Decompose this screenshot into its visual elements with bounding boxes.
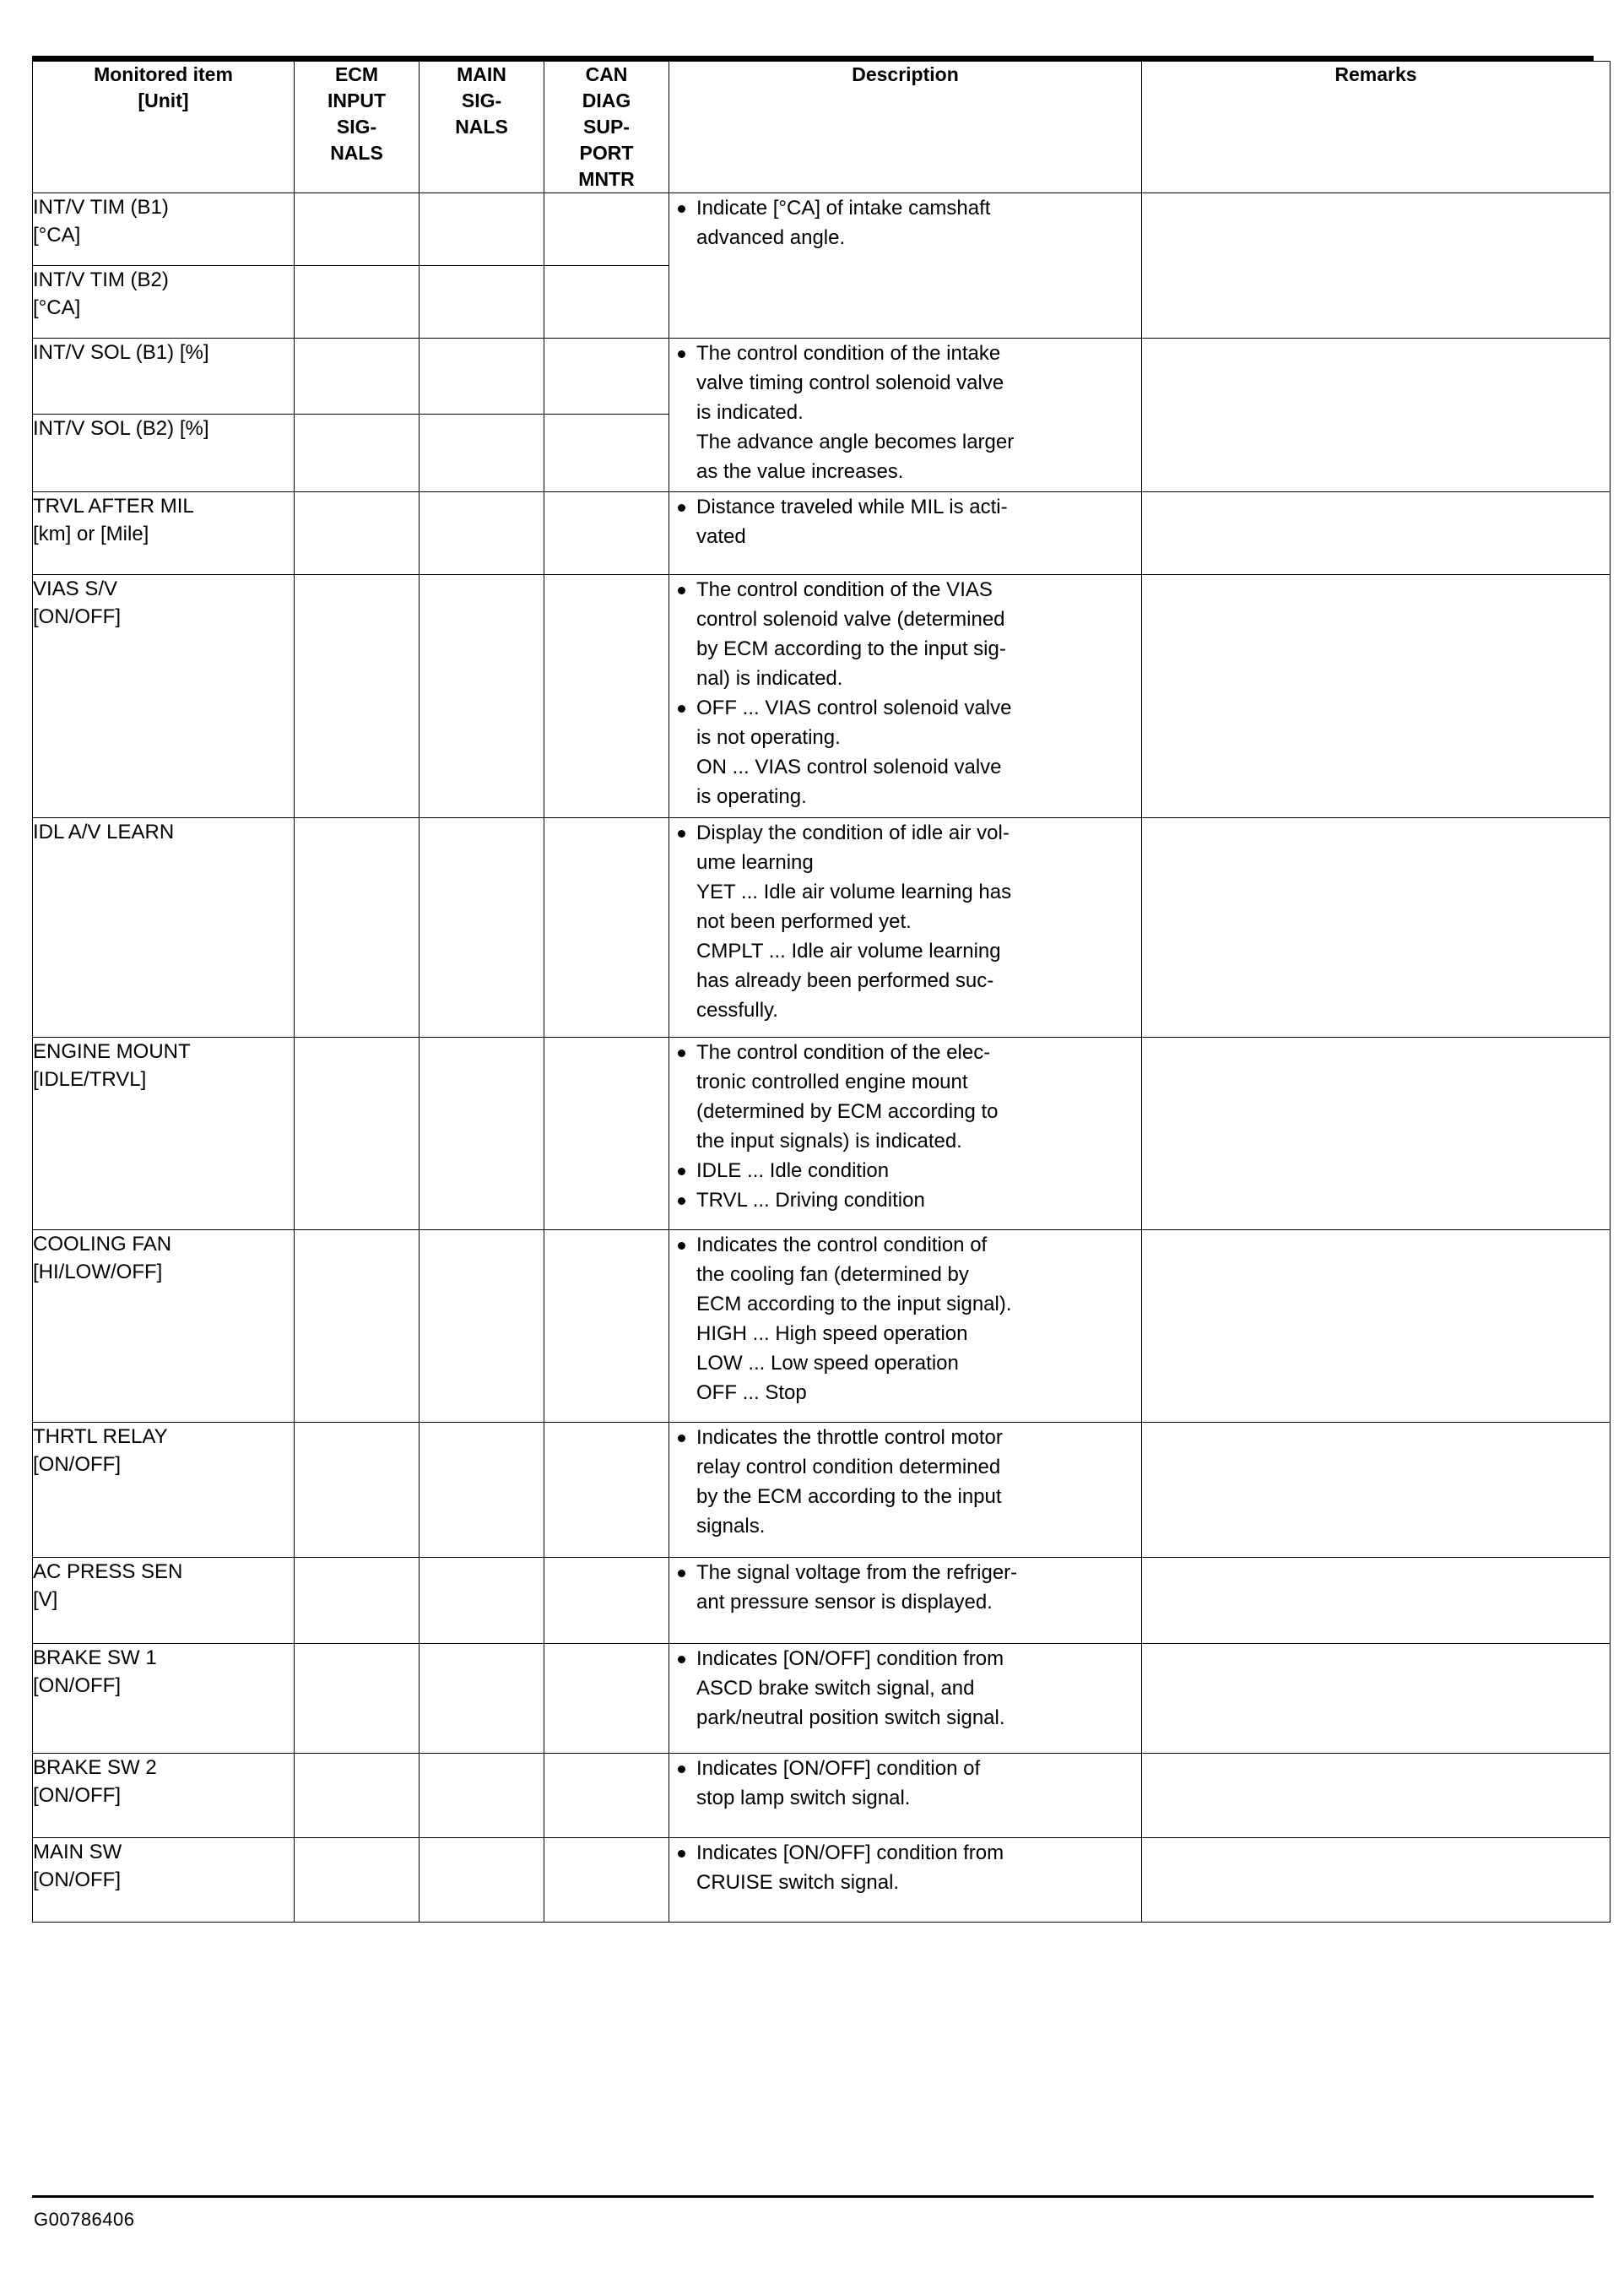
table-row (33, 1838, 1610, 1923)
remarks-cell (1142, 1838, 1610, 1923)
ecm-input-signals-cell (295, 266, 420, 339)
description-continuation-line: signals. (696, 1515, 766, 1538)
header-can-line3: SUP- (583, 116, 630, 138)
ecm-input-signals-cell (295, 1038, 420, 1230)
main-signals-cell (420, 1754, 544, 1838)
header-monitored-item-line1: Monitored item (94, 63, 233, 85)
description-continuation-line: the input signals) is indicated. (696, 1130, 962, 1153)
monitored-item-line1: BRAKE SW 2 (33, 1756, 157, 1779)
main-signals-cell (420, 1038, 544, 1230)
monitored-item-line1: COOLING FAN (33, 1233, 172, 1256)
description-bullet-line: The control condition of the elec- (669, 1038, 1141, 1067)
description-bullet-line: Indicate [°CA] of intake camshaft (669, 193, 1141, 223)
header-can-line5: MNTR (578, 168, 635, 190)
description-cell (669, 575, 1142, 818)
ecm-input-signals-cell (295, 1558, 420, 1644)
monitored-item-line2: [°CA] (33, 296, 81, 319)
monitored-item-line2: [ON/OFF] (33, 1453, 121, 1476)
main-signals-cell (420, 1558, 544, 1644)
main-signals-cell (420, 1838, 544, 1923)
ecm-input-signals-cell (295, 193, 420, 266)
table-row (33, 193, 1610, 266)
remarks-cell (1142, 1423, 1610, 1558)
monitored-item-line1: INT/V TIM (B2) (33, 268, 169, 291)
can-diag-support-cell (544, 818, 669, 1038)
description-bullet-line: TRVL ... Driving condition (669, 1185, 1141, 1215)
monitored-item-line1: VIAS S/V (33, 578, 118, 600)
remarks-cell (1142, 339, 1610, 492)
table-row (33, 1558, 1610, 1644)
table-header-row (33, 62, 1610, 193)
monitored-item-cell (33, 1230, 295, 1423)
description-continuation-line: HIGH ... High speed operation (696, 1322, 968, 1345)
remarks-cell (1142, 1644, 1610, 1754)
description-list (669, 1230, 1141, 1407)
description-cell (669, 1838, 1142, 1923)
bottom-rule (32, 2195, 1594, 2198)
description-continuation-line: as the value increases. (696, 460, 904, 483)
ecm-input-signals-cell (295, 1423, 420, 1558)
description-list (669, 1644, 1141, 1733)
table-row (33, 1230, 1610, 1423)
monitored-item-line2: [km] or [Mile] (33, 523, 149, 545)
description-continuation-line: park/neutral position switch signal. (696, 1706, 1005, 1729)
remarks-cell (1142, 492, 1610, 575)
monitored-item-line1: BRAKE SW 1 (33, 1646, 157, 1669)
monitored-item-line2: [HI/LOW/OFF] (33, 1261, 163, 1283)
description-continuation-line: is indicated. (696, 401, 804, 424)
monitored-item-cell (33, 415, 295, 492)
ecm-input-signals-cell (295, 1754, 420, 1838)
header-can-diag-support-mntr (544, 62, 669, 193)
header-can-line4: PORT (579, 142, 634, 164)
description-continuation-line: is operating. (696, 785, 807, 808)
description-list (669, 193, 1141, 252)
monitored-item-line1: INT/V TIM (B1) (33, 196, 169, 219)
description-list (669, 339, 1141, 486)
description-bullet-line: IDLE ... Idle condition (669, 1156, 1141, 1185)
monitored-item-line1: MAIN SW (33, 1841, 122, 1863)
monitored-item-cell (33, 1038, 295, 1230)
description-continuation-line: (determined by ECM according to (696, 1100, 999, 1123)
description-bullet-line: The control condition of the intake (669, 339, 1141, 368)
monitored-item-cell (33, 818, 295, 1038)
header-monitored-item (33, 62, 295, 193)
description-bullet-line: OFF ... VIAS control solenoid valve (669, 693, 1141, 723)
header-ecm-line4: NALS (330, 142, 383, 164)
header-main-line3: NALS (455, 116, 508, 138)
ecm-input-signals-cell (295, 339, 420, 415)
can-diag-support-cell (544, 1838, 669, 1923)
table-body (33, 193, 1610, 1923)
description-cell (669, 1754, 1142, 1838)
description-bullet-line: Indicates [ON/OFF] condition from (669, 1644, 1141, 1673)
description-continuation-line: ECM according to the input signal). (696, 1293, 1012, 1315)
description-list (669, 1558, 1141, 1617)
can-diag-support-cell (544, 266, 669, 339)
ecm-input-signals-cell (295, 1644, 420, 1754)
description-cell (669, 1423, 1142, 1558)
main-signals-cell (420, 1230, 544, 1423)
can-diag-support-cell (544, 415, 669, 492)
header-description: Description (669, 62, 1142, 193)
description-continuation-line: OFF ... Stop (696, 1381, 807, 1404)
description-cell (669, 339, 1142, 492)
monitored-item-line1: INT/V SOL (B1) [%] (33, 341, 209, 364)
description-cell (669, 1644, 1142, 1754)
table-row (33, 492, 1610, 575)
main-signals-cell (420, 575, 544, 818)
can-diag-support-cell (544, 1644, 669, 1754)
description-continuation-line: ant pressure sensor is displayed. (696, 1591, 993, 1614)
monitored-item-line2: [ON/OFF] (33, 1674, 121, 1697)
header-ecm-line2: INPUT (328, 89, 386, 111)
monitored-item-cell (33, 1423, 295, 1558)
monitored-item-cell (33, 266, 295, 339)
monitored-item-line1: IDL A/V LEARN (33, 821, 175, 843)
main-signals-cell (420, 193, 544, 266)
main-signals-cell (420, 339, 544, 415)
description-cell (669, 818, 1142, 1038)
header-ecm-line1: ECM (334, 63, 379, 85)
monitored-item-cell (33, 1838, 295, 1923)
header-remarks: Remarks (1142, 62, 1610, 193)
description-continuation-line: cessfully. (696, 999, 778, 1022)
monitored-item-line2: [°CA] (33, 224, 81, 247)
monitored-item-line1: INT/V SOL (B2) [%] (33, 417, 209, 440)
can-diag-support-cell (544, 193, 669, 266)
table-row (33, 575, 1610, 818)
description-continuation-line: relay control condition determined (696, 1456, 1001, 1478)
main-signals-cell (420, 1644, 544, 1754)
monitored-item-table (32, 61, 1610, 1923)
can-diag-support-cell (544, 575, 669, 818)
main-signals-cell (420, 492, 544, 575)
remarks-cell (1142, 1038, 1610, 1230)
description-list (669, 1423, 1141, 1541)
description-list (669, 492, 1141, 551)
description-bullet-line: The control condition of the VIAS (669, 575, 1141, 605)
remarks-cell (1142, 575, 1610, 818)
monitored-item-cell (33, 339, 295, 415)
table-row (33, 339, 1610, 415)
ecm-input-signals-cell (295, 492, 420, 575)
monitored-item-line2: [ON/OFF] (33, 1869, 121, 1891)
description-continuation-line: tronic controlled engine mount (696, 1071, 968, 1093)
remarks-cell (1142, 193, 1610, 339)
monitored-item-line2: [IDLE/TRVL] (33, 1068, 147, 1091)
description-list (669, 1838, 1141, 1897)
can-diag-support-cell (544, 492, 669, 575)
description-bullet-line: Indicates the throttle control motor (669, 1423, 1141, 1452)
can-diag-support-cell (544, 1754, 669, 1838)
description-continuation-line: advanced angle. (696, 226, 846, 249)
monitored-item-cell (33, 492, 295, 575)
description-continuation-line: is not operating. (696, 726, 841, 749)
ecm-input-signals-cell (295, 575, 420, 818)
header-ecm-line3: SIG- (336, 116, 377, 138)
header-main-line2: SIG- (461, 89, 502, 111)
description-list (669, 1754, 1141, 1813)
description-bullet-line: Distance traveled while MIL is acti- (669, 492, 1141, 522)
description-continuation-line: not been performed yet. (696, 910, 912, 933)
description-continuation-line: ASCD brake switch signal, and (696, 1677, 975, 1700)
can-diag-support-cell (544, 339, 669, 415)
monitored-item-line1: ENGINE MOUNT (33, 1040, 191, 1063)
description-continuation-line: control solenoid valve (determined (696, 608, 1005, 631)
description-continuation-line: LOW ... Low speed operation (696, 1352, 959, 1375)
monitored-item-line2: [ON/OFF] (33, 605, 121, 628)
header-can-line1: CAN (585, 63, 628, 85)
monitored-item-cell (33, 193, 295, 266)
ecm-input-signals-cell (295, 1230, 420, 1423)
description-cell (669, 492, 1142, 575)
can-diag-support-cell (544, 1558, 669, 1644)
remarks-cell (1142, 1558, 1610, 1644)
table-row (33, 1423, 1610, 1558)
monitored-item-cell (33, 1754, 295, 1838)
description-cell (669, 193, 1142, 339)
document-code: G00786406 (34, 2209, 135, 2230)
description-continuation-line: ume learning (696, 851, 814, 874)
can-diag-support-cell (544, 1423, 669, 1558)
remarks-cell (1142, 1230, 1610, 1423)
description-bullet-line: Indicates [ON/OFF] condition from (669, 1838, 1141, 1868)
description-bullet-line: Indicates [ON/OFF] condition of (669, 1754, 1141, 1783)
ecm-input-signals-cell (295, 1838, 420, 1923)
header-monitored-item-line2: [Unit] (138, 89, 189, 111)
main-signals-cell (420, 415, 544, 492)
header-can-line2: DIAG (582, 89, 631, 111)
table-row (33, 818, 1610, 1038)
monitored-item-cell (33, 1644, 295, 1754)
monitored-item-table-wrapper (32, 61, 1594, 1923)
monitored-item-line1: THRTL RELAY (33, 1425, 168, 1448)
remarks-cell (1142, 1754, 1610, 1838)
monitored-item-cell (33, 575, 295, 818)
description-list (669, 575, 1141, 811)
description-bullet-line: Display the condition of idle air vol- (669, 818, 1141, 848)
description-list (669, 818, 1141, 1025)
ecm-input-signals-cell (295, 818, 420, 1038)
description-continuation-line: vated (696, 525, 746, 548)
can-diag-support-cell (544, 1038, 669, 1230)
description-list (669, 1038, 1141, 1215)
description-bullet-line: The signal voltage from the refriger- (669, 1558, 1141, 1587)
main-signals-cell (420, 818, 544, 1038)
description-continuation-line: stop lamp switch signal. (696, 1787, 911, 1809)
description-continuation-line: YET ... Idle air volume learning has (696, 881, 1012, 903)
table-row (33, 1038, 1610, 1230)
monitored-item-cell (33, 1558, 295, 1644)
monitored-item-line1: AC PRESS SEN (33, 1560, 183, 1583)
table-row (33, 1754, 1610, 1838)
description-continuation-line: ON ... VIAS control solenoid valve (696, 756, 1002, 778)
can-diag-support-cell (544, 1230, 669, 1423)
description-continuation-line: valve timing control solenoid valve (696, 372, 1004, 394)
description-continuation-line: the cooling fan (determined by (696, 1263, 969, 1286)
description-cell (669, 1038, 1142, 1230)
description-continuation-line: CRUISE switch signal. (696, 1871, 900, 1894)
description-continuation-line: CMPLT ... Idle air volume learning (696, 940, 1001, 963)
monitored-item-line2: [ON/OFF] (33, 1784, 121, 1807)
remarks-cell (1142, 818, 1610, 1038)
description-continuation-line: by ECM according to the input sig- (696, 637, 1006, 660)
main-signals-cell (420, 1423, 544, 1558)
header-main-line1: MAIN (457, 63, 506, 85)
description-cell (669, 1558, 1142, 1644)
table-row (33, 1644, 1610, 1754)
description-cell (669, 1230, 1142, 1423)
description-continuation-line: has already been performed suc- (696, 969, 994, 992)
ecm-input-signals-cell (295, 415, 420, 492)
monitored-item-line2: [V] (33, 1588, 58, 1611)
header-ecm-input-signals (295, 62, 420, 193)
description-bullet-line: Indicates the control condition of (669, 1230, 1141, 1260)
description-continuation-line: The advance angle becomes larger (696, 431, 1015, 453)
main-signals-cell (420, 266, 544, 339)
description-continuation-line: by the ECM according to the input (696, 1485, 1002, 1508)
monitored-item-line1: TRVL AFTER MIL (33, 495, 194, 518)
header-main-signals (420, 62, 544, 193)
description-continuation-line: nal) is indicated. (696, 667, 843, 690)
